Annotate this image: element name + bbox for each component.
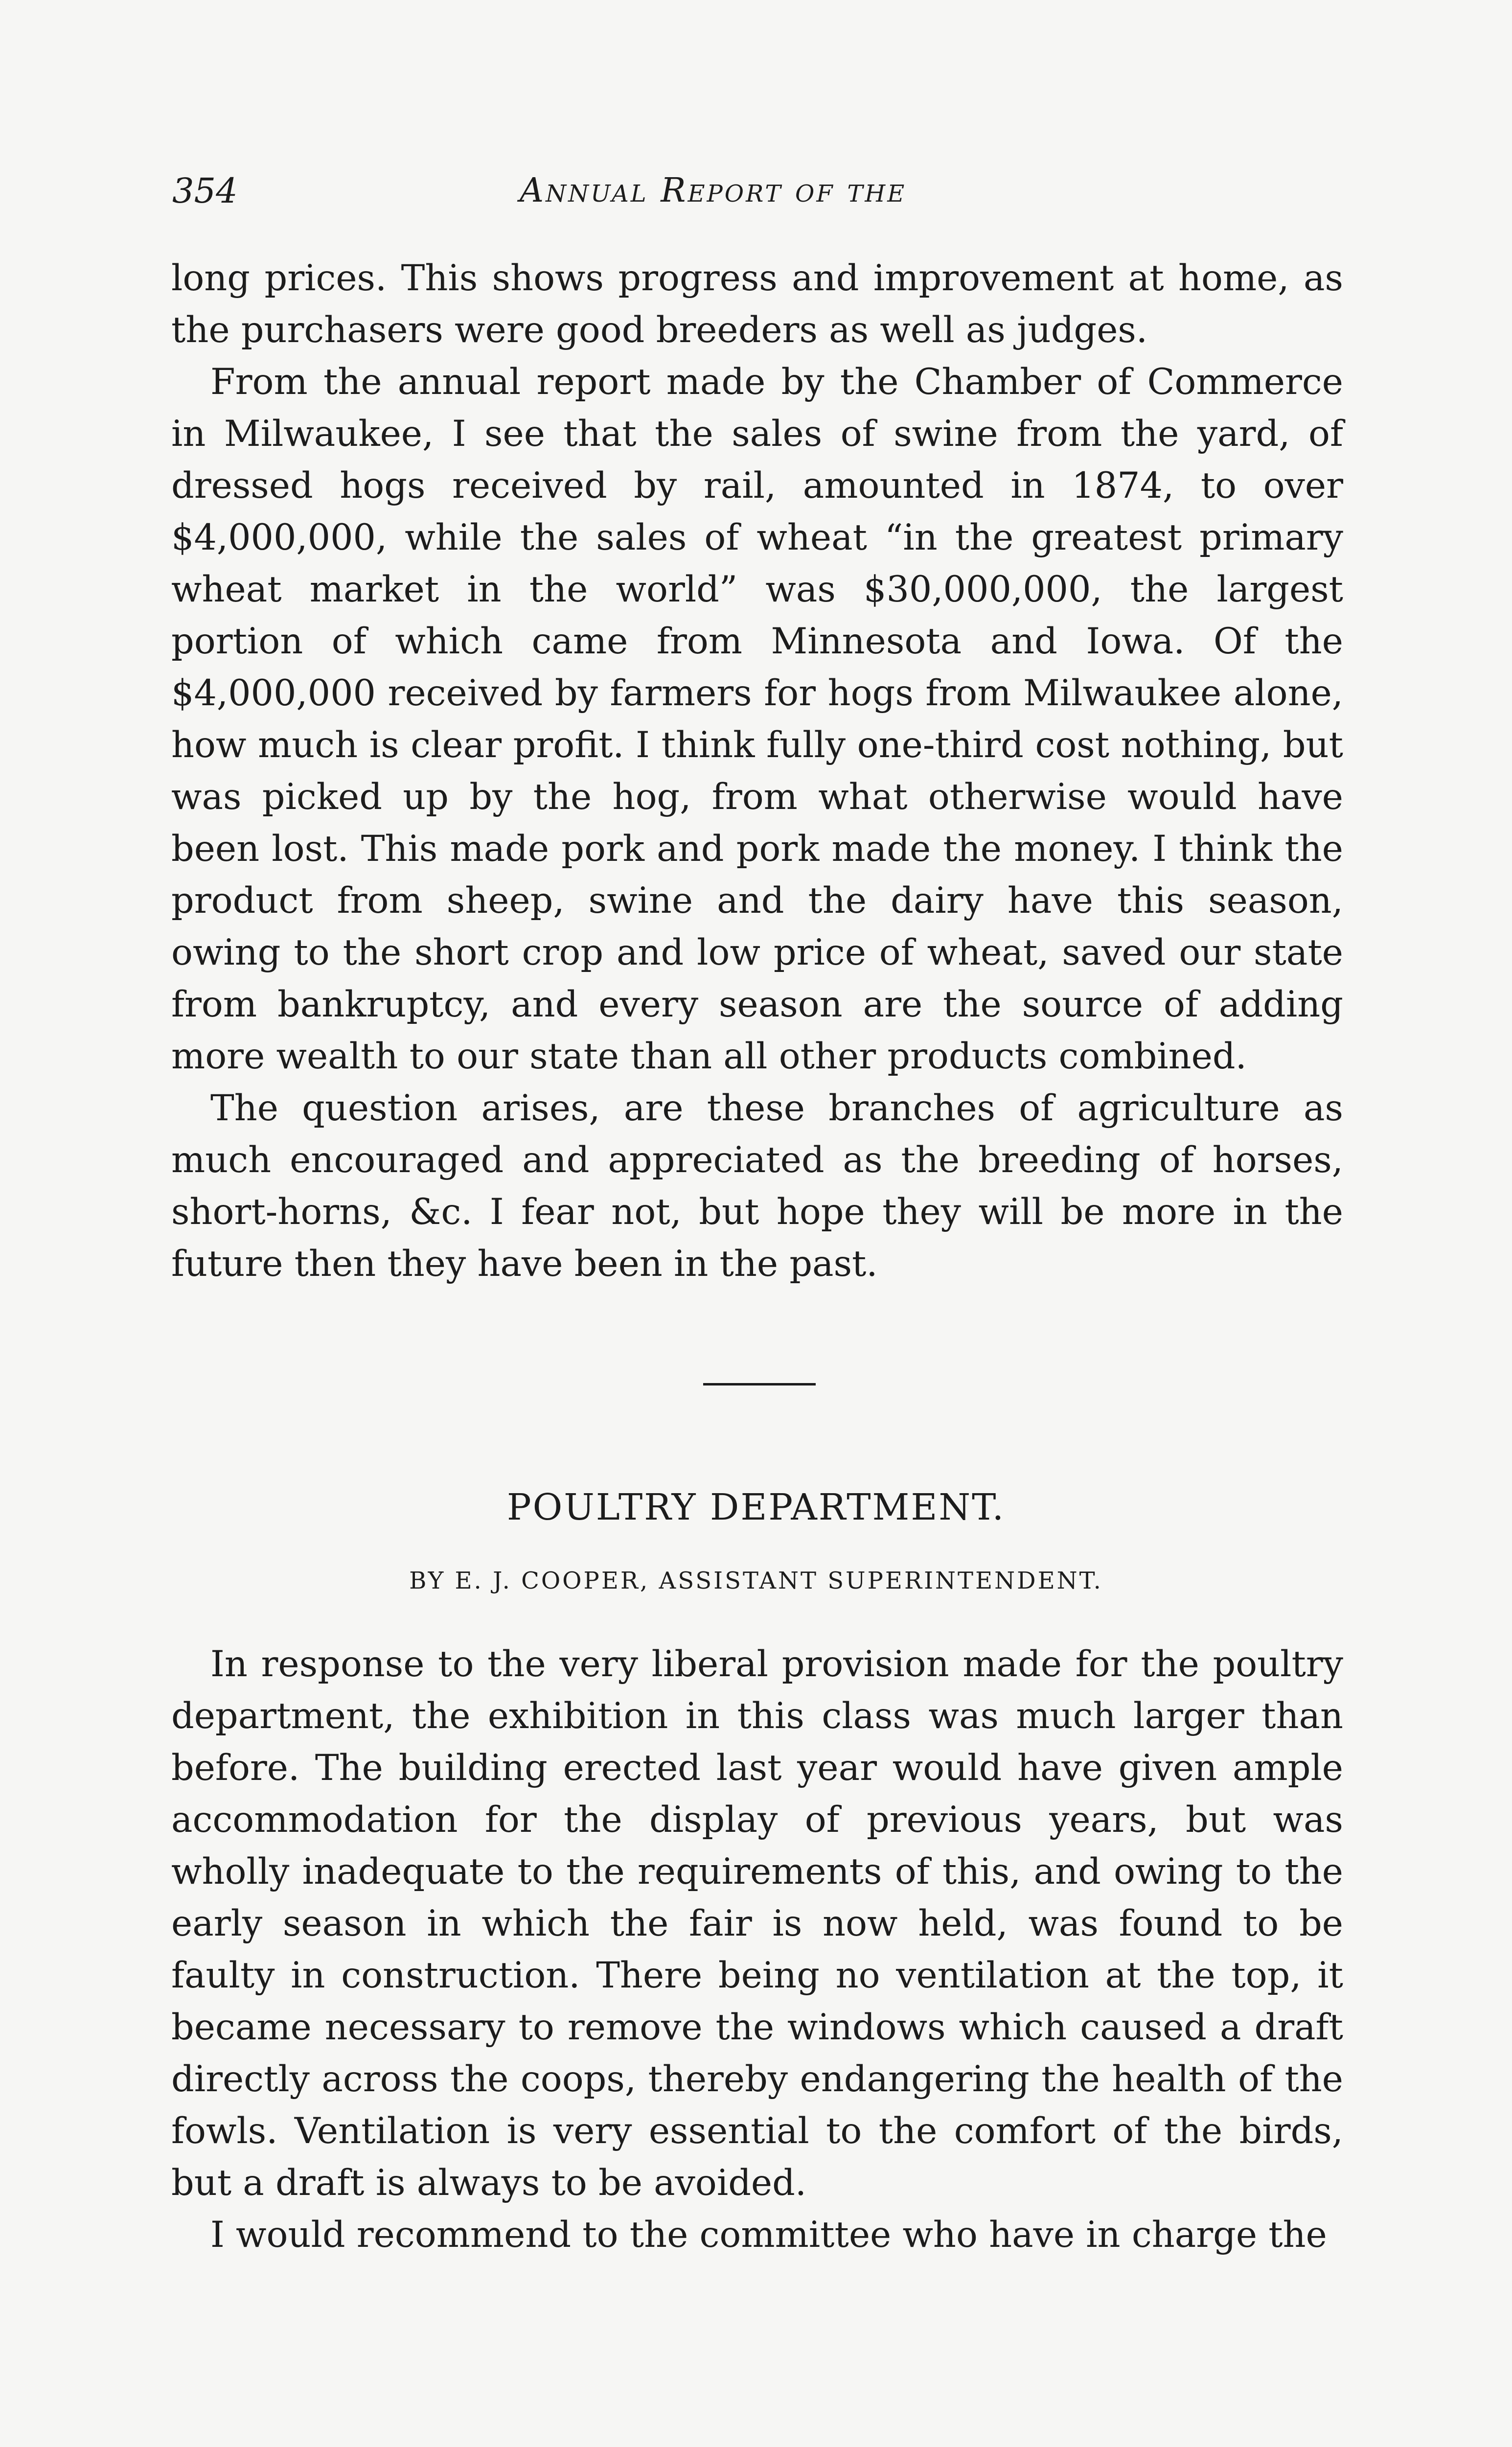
section-divider bbox=[703, 1383, 816, 1385]
body-text bbox=[171, 253, 1343, 1290]
running-head bbox=[172, 164, 1347, 218]
running-title: Annual Report of the bbox=[520, 171, 907, 210]
section-body-text bbox=[171, 1639, 1343, 2261]
paragraph: I would recommend to the committee who have in charge the bbox=[210, 2214, 1327, 2256]
section-byline: BY E. J. COOPER, ASSISTANT SUPERINTENDENT. bbox=[409, 1567, 1103, 1594]
section-heading: POULTRY DEPARTMENT. bbox=[506, 1486, 1006, 1528]
paragraph: long prices. This shows progress and improvement at home, as the purchasers were good breeders as well as judges. bbox=[171, 257, 1343, 351]
page-number: 354 bbox=[172, 171, 238, 211]
paragraph: In response to the very liberal provision made for the poultry department, the exhibition in this class was much larger than before. The building erected last year would have given ample accommodation for the display of previous years, but was wholly inadequate to the requirements of this, and owing to the early season in which the fair is now held, was found to be faulty in construction. There being no ventilation at the top, it became necessary to remove the windows which caused a draft directly across the coops, thereby endangering the health of the fowls. Ventilation is very essential to the comfort of the birds, but a draft is always to be avoided. bbox=[171, 1643, 1343, 2204]
paragraph: From the annual report made by the Chamber of Commerce in Milwaukee, I see that the sales of swine from the yard, of dressed hogs received by rail, amounted in 1874, to over $4,000,000, while the sales of wheat “in the greatest primary wheat market in the world” was $30,000,000, the largest portion of which came from Minnesota and Iowa. Of the $4,000,000 received by farmers for hogs from Milwaukee alone, how much is clear profit. I think fully one-third cost nothing, but was picked up by the hog, from what otherwise would have been lost. This made pork and pork made the money. I think the product from sheep, swine and the dairy have this season, owing to the short crop and low price of wheat, saved our state from bankruptcy, and every season are the source of adding more wealth to our state than all other products combined. bbox=[171, 361, 1343, 1077]
paragraph: The question arises, are these branches of agriculture as much encouraged and appreciated as the breeding of horses, short-horns, &c. I fear not, but hope they will be more in the future then they have been in the past. bbox=[171, 1087, 1343, 1285]
